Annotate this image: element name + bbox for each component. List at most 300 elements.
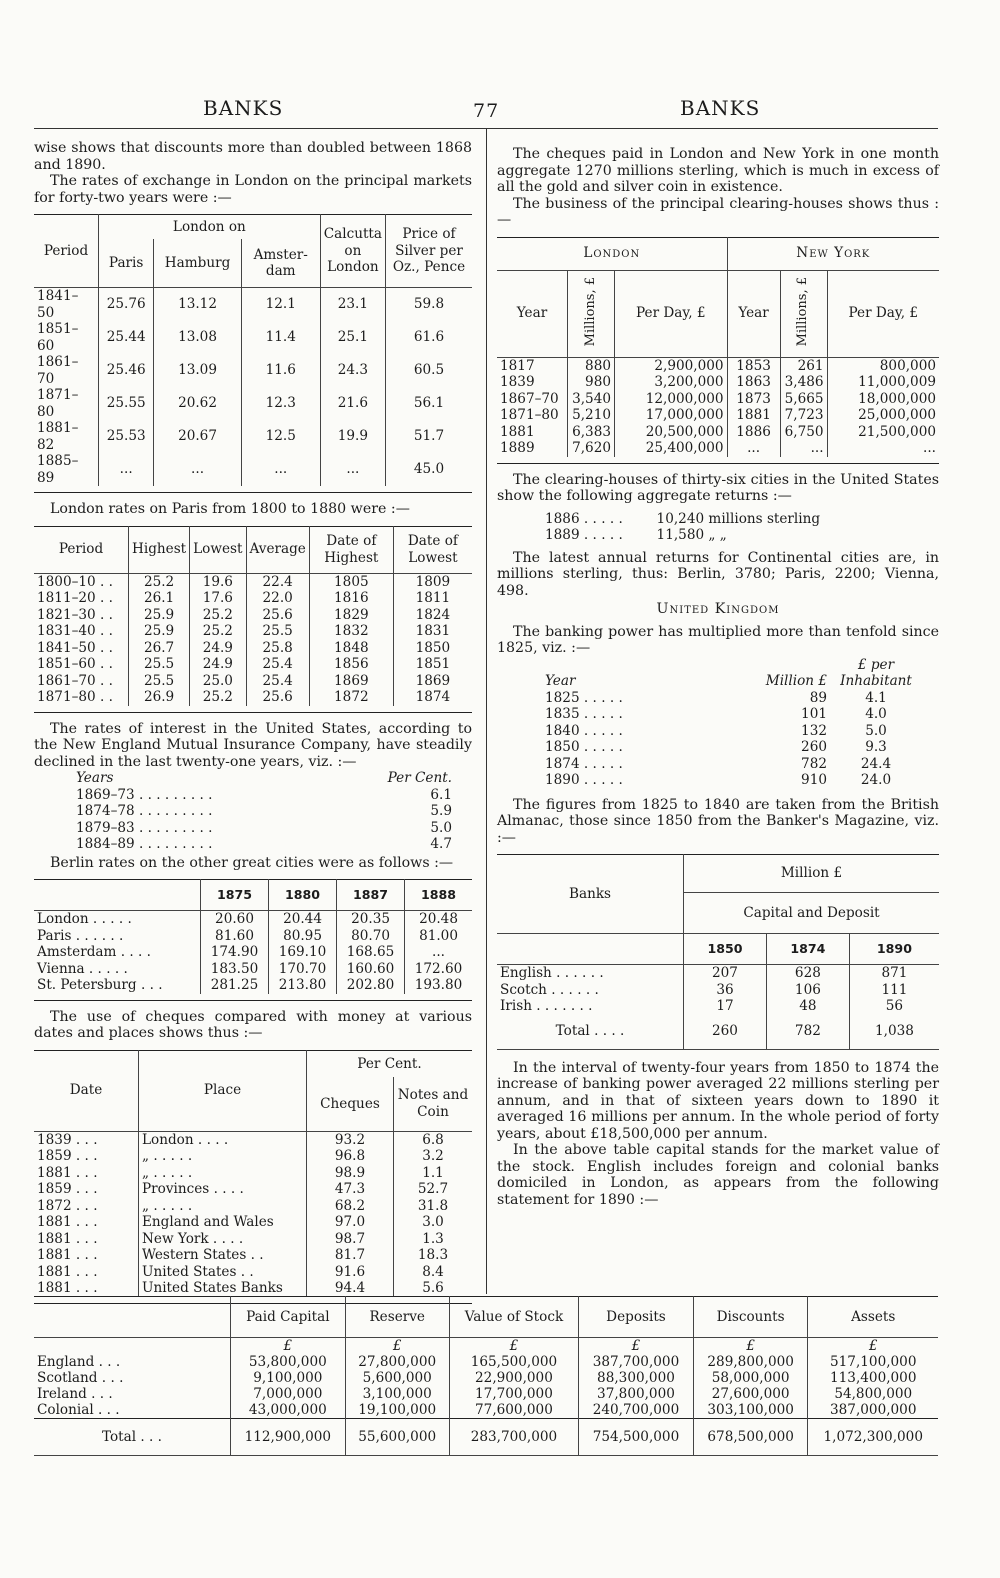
value-1890: 56 — [849, 998, 939, 1015]
paris-cell: 25.46 — [99, 354, 154, 387]
interval-paragraph: In the interval of twenty-four years from 1850 to 1874 the increase of banking power averaged 22 millions sterling per annum, and in that of sixteen years down to 1890 it averaged 16 millions per annum. In the whole period of forty years, about £18,500,000 per annum. — [497, 1059, 939, 1142]
paris-cell: 25.44 — [99, 321, 154, 354]
exchange-table — [34, 214, 472, 486]
lowest-cell: 25.2 — [190, 607, 246, 624]
rate-1888: ... — [405, 944, 472, 961]
th-year-1880: 1880 — [269, 880, 337, 911]
city-cell: Amsterdam . . . . — [37, 944, 151, 960]
value-1850: 207 — [684, 965, 767, 982]
rate-1887: 160.60 — [337, 961, 405, 978]
date-cell: 1839 . . . — [37, 1131, 98, 1148]
th-percent: Per Cent. — [307, 1050, 473, 1077]
table-row — [497, 424, 939, 441]
ny-perday-cell: ... — [827, 440, 939, 457]
ny-millions-cell: 3,486 — [780, 374, 827, 391]
millions-cell: 7,620 — [568, 440, 615, 457]
date-cell: 1872 . . . — [37, 1197, 98, 1214]
year-cell: 1867–70 — [500, 390, 559, 407]
th-year-1874: 1874 — [766, 934, 849, 965]
cheques-cell: 68.2 — [307, 1198, 394, 1215]
period-cell: 1871–80 — [37, 387, 79, 420]
lowest-cell: 19.6 — [190, 573, 246, 590]
average-cell: 22.0 — [246, 590, 309, 607]
stock-cell: 22,900,000 — [449, 1370, 578, 1386]
hamburg-cell: 20.67 — [154, 420, 241, 453]
city-cell: Paris . . . . . . — [37, 927, 124, 944]
table-row — [34, 321, 472, 354]
ny-perday-cell: 25,000,000 — [827, 407, 939, 424]
perday-cell: 25,400,000 — [615, 440, 728, 457]
millions-cell: 980 — [568, 374, 615, 391]
discounts-cell: 289,800,000 — [693, 1354, 808, 1370]
th-blank — [34, 1297, 231, 1338]
highest-cell: 25.9 — [129, 623, 190, 640]
table-row — [34, 1231, 472, 1248]
statement-1890 — [34, 1296, 938, 1456]
highest-cell: 26.7 — [129, 640, 190, 657]
cheques-cell: 81.7 — [307, 1247, 394, 1264]
year-cell: 1850 . . . . . — [545, 739, 623, 755]
value-1850: 17 — [684, 998, 767, 1015]
th-perday: Per Day, £ — [615, 270, 728, 357]
date-cell: 1881 . . . — [37, 1280, 98, 1296]
currency-mark: £ — [231, 1338, 346, 1355]
period-cell: 1851–60 . . — [37, 656, 113, 672]
date-cell: 1881 . . . — [37, 1230, 98, 1247]
ny-millions-cell: 261 — [780, 357, 827, 374]
city-cell: St. Petersburg . . . — [37, 977, 163, 993]
th-place: Place — [139, 1050, 307, 1131]
ny-perday-cell: 800,000 — [827, 357, 939, 374]
table-row — [34, 573, 472, 590]
power-intro: The banking power has multiplied more than tenfold since 1825, viz. :— — [497, 623, 939, 656]
table-row — [74, 820, 454, 837]
amsterdam-cell: ... — [241, 453, 320, 486]
silver-cell: 59.8 — [386, 288, 473, 322]
perday-cell: 17,000,000 — [615, 407, 728, 424]
years-cell: 1879–83 . . . . . . . . . — [76, 819, 213, 836]
per-inhabitant-cell: 9.3 — [865, 739, 887, 755]
table-row — [543, 527, 883, 544]
date-cell: 1881 . . . — [37, 1214, 98, 1230]
interest-intro: The rates of interest in the United States, according to the New England Mutual Insurance Company, have steadily declined in the last twenty-one years, viz. :— — [34, 720, 472, 770]
cheques-cell: 98.9 — [307, 1165, 394, 1182]
rate-1880: 169.10 — [269, 944, 337, 961]
table-row — [34, 1165, 472, 1182]
table-row — [34, 623, 472, 640]
rate-1888: 81.00 — [405, 928, 472, 945]
ny-year-cell: 1886 — [727, 424, 780, 441]
place-cell: „ . . . . . — [139, 1148, 307, 1165]
total-label: Total . . . — [101, 1429, 163, 1445]
millions-cell: 3,540 — [568, 391, 615, 408]
region-cell: Scotland . . . — [37, 1370, 124, 1386]
table-row — [34, 977, 472, 994]
ny-millions-cell: 5,665 — [780, 391, 827, 408]
date-lowest-cell: 1809 — [393, 573, 472, 590]
table-row — [34, 1198, 472, 1215]
perday-cell: 20,500,000 — [615, 424, 728, 441]
assets-cell: 113,400,000 — [808, 1370, 938, 1386]
value-1874: 106 — [766, 982, 849, 999]
lowest-cell: 25.2 — [190, 689, 246, 706]
table-row — [34, 1354, 938, 1370]
th-year-ny: Year — [727, 270, 780, 357]
hamburg-cell: 13.08 — [154, 321, 241, 354]
date-highest-cell: 1805 — [309, 573, 393, 590]
th-period: Period — [58, 541, 104, 558]
hamburg-cell: ... — [154, 453, 241, 486]
place-cell: „ . . . . . — [139, 1165, 307, 1182]
per-inhabitant-cell: 4.0 — [865, 706, 887, 722]
per-inhabitant-cell: 24.0 — [860, 772, 892, 788]
date-lowest-cell: 1874 — [393, 689, 472, 706]
rate-1887: 168.65 — [337, 944, 405, 961]
deposits-cell: 240,700,000 — [579, 1402, 694, 1419]
average-cell: 22.4 — [246, 573, 309, 590]
ny-perday-cell: 21,500,000 — [827, 424, 939, 441]
date-lowest-cell: 1850 — [393, 640, 472, 657]
period-cell: 1881–82 — [37, 420, 79, 453]
table-row — [74, 836, 454, 853]
cheques-cell: 96.8 — [307, 1148, 394, 1165]
per-inhabitant-cell: 5.0 — [865, 722, 887, 739]
rate-1880: 170.70 — [269, 961, 337, 978]
th-discounts: Discounts — [693, 1297, 808, 1338]
year-cell: 1890 . . . . . — [545, 772, 623, 788]
table-row — [34, 944, 472, 961]
value-1890: 871 — [849, 965, 939, 982]
perday-cell: 12,000,000 — [615, 391, 728, 408]
hamburg-cell: 13.09 — [154, 354, 241, 387]
running-head-left: BANKS — [203, 96, 284, 120]
ny-year-cell: ... — [727, 440, 780, 457]
period-cell: 1885–89 — [37, 453, 79, 486]
currency-mark: £ — [345, 1338, 449, 1355]
amsterdam-cell: 12.3 — [241, 387, 320, 420]
table-row — [34, 640, 472, 657]
blank — [34, 1338, 231, 1355]
place-cell: England and Wales — [139, 1214, 307, 1231]
per-inhabitant-cell: 4.1 — [865, 689, 887, 706]
table-row — [497, 407, 939, 424]
table-row — [34, 1247, 472, 1264]
total-cell: 1,038 — [849, 1015, 939, 1050]
notes-cell: 31.8 — [394, 1198, 473, 1215]
clearing-intro: The business of the principal clearing-houses shows thus :— — [497, 195, 939, 228]
years-cell: 1884–89 . . . . . . . . . — [76, 836, 213, 852]
table-row — [34, 656, 472, 673]
th-banks: Banks — [497, 855, 684, 934]
date-cell: 1881 . . . — [37, 1263, 98, 1280]
table-row — [34, 420, 472, 453]
th-year: Year — [516, 305, 548, 322]
stock-cell: 77,600,000 — [449, 1402, 578, 1419]
period-cell: 1851–60 — [37, 321, 79, 354]
currency-mark: £ — [449, 1338, 578, 1355]
clearing-table — [497, 237, 939, 457]
paris-cell: 25.55 — [99, 387, 154, 420]
th-london-on: London on — [99, 215, 321, 240]
th-average: Average — [246, 526, 309, 573]
lowest-cell: 24.9 — [190, 656, 246, 673]
total-cell: 55,600,000 — [345, 1419, 449, 1456]
th-millions-ny: Millions, £ — [780, 270, 827, 357]
date-lowest-cell: 1811 — [393, 590, 472, 607]
th-reserve: Reserve — [345, 1297, 449, 1338]
notes-cell: 18.3 — [394, 1247, 473, 1264]
ny-year-cell: 1881 — [727, 407, 780, 424]
reserve-cell: 5,600,000 — [345, 1370, 449, 1386]
rate-1875: 183.50 — [201, 961, 269, 978]
th-millions: Millions, £ — [568, 270, 615, 357]
silver-cell: 56.1 — [386, 387, 473, 420]
date-cell: 1859 . . . — [37, 1181, 98, 1197]
th-notes: Notes and Coin — [394, 1077, 473, 1131]
million-cell: 910 — [801, 772, 827, 788]
rate-1887: 20.35 — [337, 911, 405, 928]
amsterdam-cell: 11.6 — [241, 354, 320, 387]
continental-paragraph: The latest annual returns for Continental cities are, in millions sterling, thus: Berlin, 3780; Paris, 2200; Vienna, 498. — [497, 549, 939, 599]
lowest-cell: 25.2 — [190, 623, 246, 640]
table-row — [34, 1181, 472, 1198]
ny-year-cell: 1853 — [727, 357, 780, 374]
amsterdam-cell: 12.1 — [241, 288, 320, 322]
cheques-cell: 47.3 — [307, 1181, 394, 1198]
period-cell: 1800–10 . . — [37, 573, 113, 590]
discounts-cell: 58,000,000 — [693, 1370, 808, 1386]
total-cell: 678,500,000 — [693, 1419, 808, 1456]
cheques-paragraph: The cheques paid in London and New York in one month aggregate 1270 millions sterling, which is much in excess of all the gold and silver coin in existence. — [497, 146, 939, 195]
assets-cell: 517,100,000 — [808, 1354, 938, 1370]
place-cell: Provinces . . . . — [139, 1181, 307, 1198]
table-row — [34, 387, 472, 420]
cheques-cell: 97.0 — [307, 1214, 394, 1231]
per-inhabitant-cell: 24.4 — [860, 755, 892, 772]
ny-perday-cell: 11,000,009 — [827, 374, 939, 391]
value-1874: 48 — [766, 998, 849, 1015]
total-cell: 283,700,000 — [449, 1419, 578, 1456]
power-table — [543, 657, 923, 789]
stock-cell: 17,700,000 — [449, 1386, 578, 1402]
us-returns-intro: The clearing-houses of thirty-six cities in the United States show the following aggregate returns :— — [497, 471, 939, 504]
average-cell: 25.6 — [246, 607, 309, 624]
date-highest-cell: 1832 — [309, 623, 393, 640]
reserve-cell: 19,100,000 — [345, 1402, 449, 1419]
percent-cell: 5.9 — [430, 803, 452, 819]
place-cell: New York . . . . — [139, 1231, 307, 1248]
calcutta-cell: 24.3 — [320, 354, 385, 387]
calcutta-cell: 23.1 — [320, 288, 385, 322]
amsterdam-cell: 11.4 — [241, 321, 320, 354]
date-lowest-cell: 1824 — [393, 607, 472, 624]
table-row — [34, 1370, 938, 1386]
perday-cell: 2,900,000 — [615, 357, 728, 374]
percent-cell: 5.0 — [430, 819, 452, 836]
us-returns — [543, 511, 883, 544]
th-deposits: Deposits — [579, 1297, 694, 1338]
year-cell: 1840 . . . . . — [545, 722, 623, 739]
table-row — [543, 690, 923, 707]
table-row — [34, 1280, 472, 1297]
table-row — [34, 1402, 938, 1419]
period-cell: 1861–70 — [37, 354, 79, 387]
table-row — [543, 739, 923, 756]
date-highest-cell: 1856 — [309, 656, 393, 673]
th-paid-capital: Paid Capital — [231, 1297, 346, 1338]
cheques-cell: 91.6 — [307, 1264, 394, 1281]
date-highest-cell: 1872 — [309, 689, 393, 706]
silver-cell: 61.6 — [386, 321, 473, 354]
period-cell: 1831–40 . . — [37, 623, 113, 639]
highest-cell: 25.5 — [129, 656, 190, 673]
percent-cell: 6.1 — [430, 786, 452, 803]
silver-cell: 45.0 — [386, 453, 473, 486]
table-row — [543, 772, 923, 789]
calcutta-cell: ... — [320, 453, 385, 486]
rate-1887: 202.80 — [337, 977, 405, 994]
period-cell: 1861–70 . . — [37, 672, 113, 689]
period-cell: 1841–50 . . — [37, 639, 113, 656]
highest-cell: 25.2 — [129, 573, 190, 590]
discounts-cell: 27,600,000 — [693, 1386, 808, 1402]
rate-1875: 20.60 — [201, 911, 269, 928]
year-cell: 1839 — [500, 374, 535, 390]
table-row — [543, 756, 923, 773]
ny-millions-cell: ... — [780, 440, 827, 457]
millions-cell: 6,383 — [568, 424, 615, 441]
rate-1888: 172.60 — [405, 961, 472, 978]
silver-cell: 60.5 — [386, 354, 473, 387]
place-cell: United States . . — [139, 1264, 307, 1281]
table-row — [497, 965, 939, 982]
notes-cell: 3.0 — [394, 1214, 473, 1231]
table-row — [34, 1214, 472, 1231]
table-row — [34, 961, 472, 978]
paris-cell: ... — [99, 453, 154, 486]
city-cell: Vienna . . . . . — [37, 960, 128, 977]
currency-mark: £ — [579, 1338, 694, 1355]
year-cell: 1889 — [500, 440, 535, 456]
table-row — [34, 354, 472, 387]
table-row — [497, 998, 939, 1015]
table-row — [497, 982, 939, 999]
years-cell: 1869–73 . . . . . . . . . — [76, 786, 213, 803]
table-row — [34, 288, 472, 322]
rate-1887: 80.70 — [337, 928, 405, 945]
interest-table — [74, 770, 454, 853]
value-1890: 111 — [849, 982, 939, 999]
notes-cell: 6.8 — [394, 1131, 473, 1148]
rate-1875: 281.25 — [201, 977, 269, 994]
th-value-of-stock: Value of Stock — [449, 1297, 578, 1338]
table-row — [543, 723, 923, 740]
paris-cell: 25.76 — [99, 288, 154, 322]
table-row — [34, 911, 472, 928]
lowest-cell: 17.6 — [190, 590, 246, 607]
rate-1880: 80.95 — [269, 928, 337, 945]
notes-cell: 1.1 — [394, 1165, 473, 1182]
th-year-1888: 1888 — [405, 880, 472, 911]
page-number: 77 — [473, 100, 500, 122]
th-years: Years — [76, 770, 114, 786]
deposits-cell: 37,800,000 — [579, 1386, 694, 1402]
lowest-cell: 24.9 — [190, 640, 246, 657]
average-cell: 25.6 — [246, 689, 309, 706]
th-lowest: Lowest — [190, 526, 246, 573]
total-cell: 782 — [766, 1015, 849, 1050]
bank-cell: Scotch . . . . . . — [500, 981, 599, 998]
returns-cell: 11,580 „ „ — [656, 527, 727, 543]
city-cell: London . . . . . — [37, 911, 132, 927]
date-cell: 1859 . . . — [37, 1148, 98, 1164]
th-cheques: Cheques — [307, 1077, 394, 1131]
paid-capital-cell: 9,100,000 — [231, 1370, 346, 1386]
millions-cell: 5,210 — [568, 407, 615, 424]
highest-cell: 25.5 — [129, 673, 190, 690]
th-year-1887: 1887 — [337, 880, 405, 911]
th-amsterdam: Amster-dam — [241, 239, 320, 287]
th-paris: Paris — [99, 239, 154, 287]
period-cell: 1811–20 . . — [37, 590, 113, 606]
date-highest-cell: 1829 — [309, 607, 393, 624]
average-cell: 25.4 — [246, 656, 309, 673]
running-head-right: BANKS — [680, 96, 761, 120]
currency-mark: £ — [693, 1338, 808, 1355]
th-million: Million £ — [765, 673, 827, 689]
lowest-cell: 25.0 — [190, 673, 246, 690]
deposits-cell: 88,300,000 — [579, 1370, 694, 1386]
rate-1875: 81.60 — [201, 928, 269, 945]
paid-capital-cell: 43,000,000 — [231, 1402, 346, 1419]
calcutta-cell: 25.1 — [320, 321, 385, 354]
hamburg-cell: 20.62 — [154, 387, 241, 420]
rate-1888: 193.80 — [405, 977, 472, 994]
million-cell: 89 — [809, 689, 827, 706]
year-cell: 1889 . . . . . — [545, 527, 623, 543]
th-date-highest: Date of Highest — [309, 526, 393, 573]
discounts-cell: 303,100,000 — [693, 1402, 808, 1419]
cheques-cell: 93.2 — [307, 1131, 394, 1148]
date-cell: 1881 . . . — [37, 1164, 98, 1181]
th-calcutta: Calcutta on London — [320, 215, 385, 288]
year-cell: 1835 . . . . . — [545, 706, 623, 722]
cheques-cell: 98.7 — [307, 1231, 394, 1248]
highest-cell: 25.9 — [129, 607, 190, 624]
table-row — [34, 673, 472, 690]
year-cell: 1881 — [500, 423, 535, 440]
paid-capital-cell: 7,000,000 — [231, 1386, 346, 1402]
ny-year-cell: 1873 — [727, 391, 780, 408]
total-cell: 112,900,000 — [231, 1419, 346, 1456]
notes-cell: 52.7 — [394, 1181, 473, 1198]
th-capital: Capital and Deposit — [684, 893, 940, 934]
million-cell: 782 — [801, 755, 827, 772]
deposits-cell: 387,700,000 — [579, 1354, 694, 1370]
th-year-1875: 1875 — [201, 880, 269, 911]
date-lowest-cell: 1869 — [393, 673, 472, 690]
table-row — [74, 787, 454, 804]
rate-1880: 213.80 — [269, 977, 337, 994]
date-lowest-cell: 1831 — [393, 623, 472, 640]
notes-cell: 1.3 — [394, 1231, 473, 1248]
notes-cell: 5.6 — [394, 1280, 473, 1297]
place-cell: London . . . . — [139, 1131, 307, 1148]
table-row — [34, 1148, 472, 1165]
statement-table — [34, 1296, 938, 1456]
years-cell: 1874–78 . . . . . . . . . — [76, 803, 213, 819]
stock-cell: 165,500,000 — [449, 1354, 578, 1370]
